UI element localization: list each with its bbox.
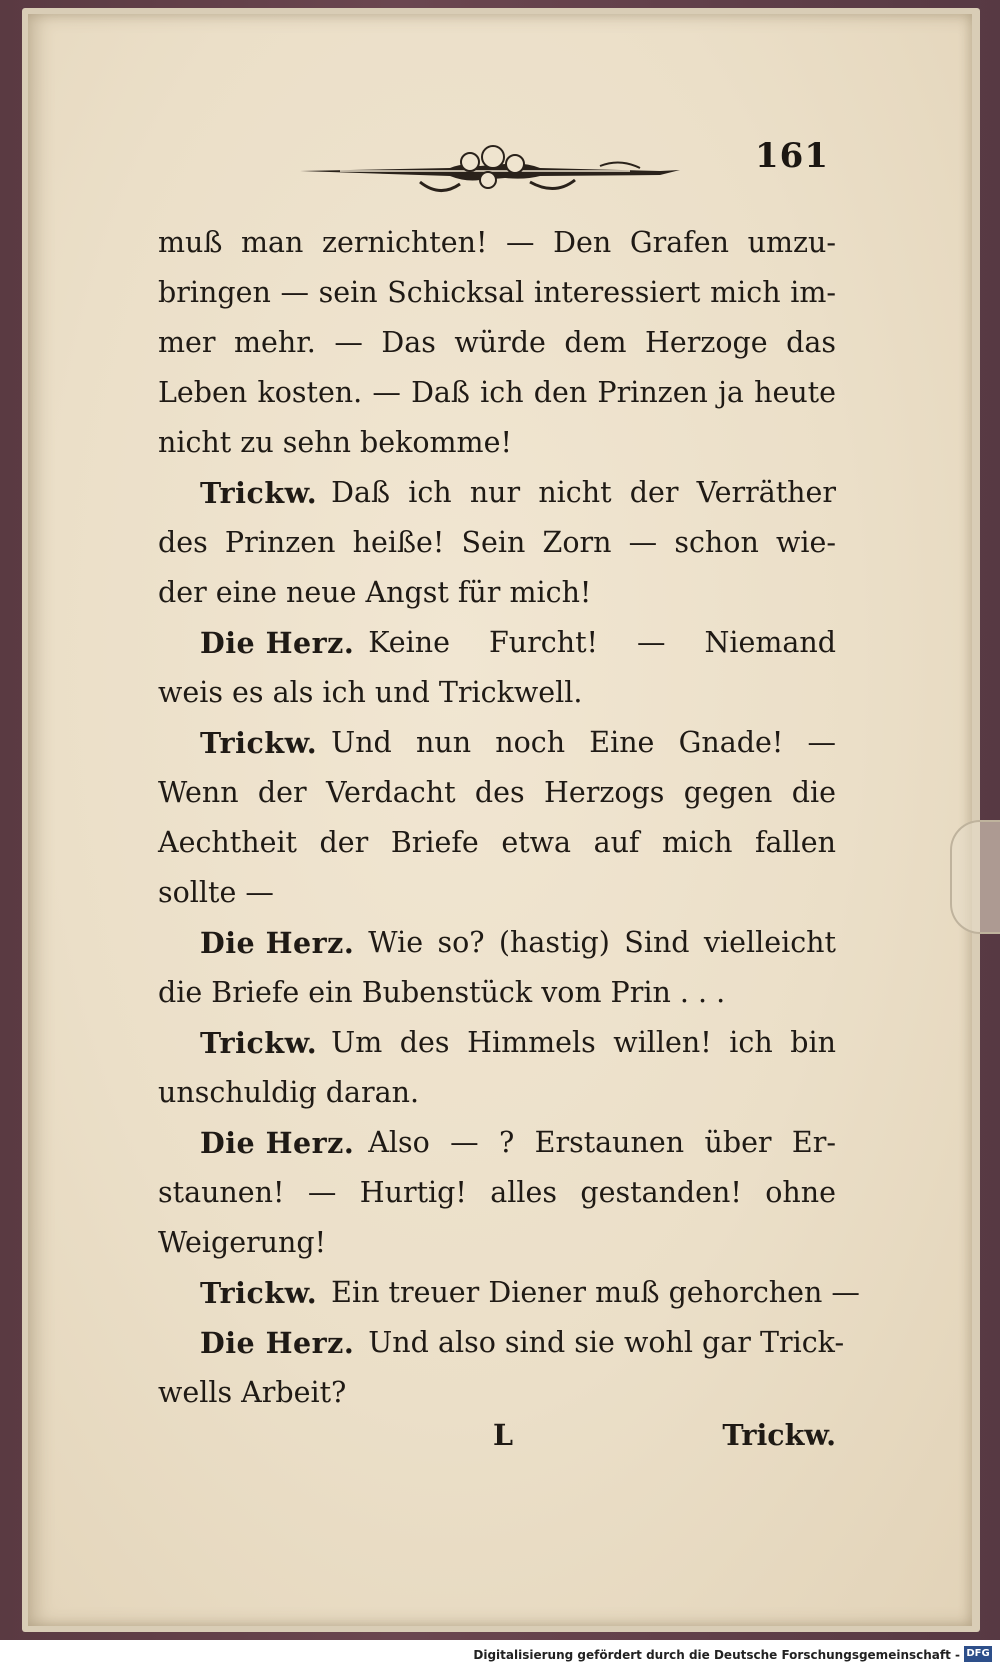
line-text: Und nun noch Eine Gnade! —	[331, 726, 836, 759]
speaker-name: Trickw.	[200, 1026, 318, 1060]
text-line	[158, 568, 836, 618]
text-line	[158, 718, 836, 768]
text-line	[158, 318, 836, 368]
page-footer-line	[158, 1418, 836, 1468]
speaker-name: Die Herz.	[200, 926, 355, 960]
page-clip-tab	[950, 820, 1000, 934]
page-number: 161	[755, 136, 829, 176]
text-line	[158, 1318, 845, 1368]
catchword: Trickw.	[722, 1418, 836, 1452]
text-line	[158, 418, 836, 468]
text-line	[158, 968, 836, 1018]
text-line	[158, 768, 836, 818]
line-text: Aechtheit der Briefe etwa auf mich fallen	[158, 826, 836, 859]
line-text: staunen! — Hurtig! alles gestanden! ohne	[158, 1176, 836, 1209]
text-line	[158, 268, 836, 318]
text-line	[158, 618, 836, 668]
text-line	[158, 868, 836, 918]
line-text: Weigerung!	[158, 1226, 327, 1259]
line-text: nicht zu sehn bekomme!	[158, 426, 512, 459]
text-line	[158, 1118, 836, 1168]
line-text: Leben kosten. — Daß ich den Prinzen ja heute	[158, 376, 836, 409]
text-line	[158, 1368, 836, 1418]
text-line	[158, 1268, 860, 1318]
text-line	[158, 1018, 836, 1068]
speaker-name: Die Herz.	[200, 1326, 355, 1360]
line-text: Um des Himmels willen! ich bin	[331, 1026, 836, 1059]
line-text: bringen — sein Schicksal interessiert mich im-	[158, 276, 836, 309]
text-line	[158, 518, 836, 568]
line-text: Keine Furcht! — Niemand	[368, 626, 836, 659]
line-text: sollte —	[158, 876, 274, 909]
line-text: Also — ? Erstaunen über Er-	[368, 1126, 836, 1159]
text-line	[158, 468, 836, 518]
line-text: Daß ich nur nicht der Verräther	[331, 476, 836, 509]
text-line	[158, 1068, 836, 1118]
line-text: mer mehr. — Das würde dem Herzoge das	[158, 326, 836, 359]
body-text	[158, 218, 860, 1418]
speaker-name: Die Herz.	[200, 1126, 355, 1160]
text-line	[158, 1218, 836, 1268]
line-text: Wie so? (hastig) Sind vielleicht	[368, 926, 836, 959]
line-text: muß man zernichten! — Den Grafen umzu-	[158, 226, 836, 259]
line-text: Wenn der Verdacht des Herzogs gegen die	[158, 776, 836, 809]
text-line	[158, 218, 836, 268]
speaker-name: Die Herz.	[200, 626, 355, 660]
speaker-name: Trickw.	[200, 476, 318, 510]
text-line	[158, 368, 836, 418]
text-line	[158, 668, 836, 718]
line-text: die Briefe ein Bubenstück vom Prin . . .	[158, 976, 726, 1009]
speaker-name: Trickw.	[200, 1276, 318, 1310]
dfg-logo-icon: DFG	[964, 1646, 992, 1662]
digitization-credit: Digitalisierung gefördert durch die Deutsche Forschungsgemeinschaft -	[473, 1648, 960, 1662]
line-text: Ein treuer Diener muß gehorchen —	[331, 1276, 860, 1309]
line-text: unschuldig daran.	[158, 1076, 420, 1109]
line-text: wells Arbeit?	[158, 1376, 347, 1409]
line-text: des Prinzen heiße! Sein Zorn — schon wie-	[158, 526, 836, 559]
text-line	[158, 1168, 836, 1218]
line-text: Und also sind sie wohl gar Trick-	[368, 1326, 845, 1359]
speaker-name: Trickw.	[200, 726, 318, 760]
text-line	[158, 918, 836, 968]
floral-ornament-icon	[300, 140, 680, 202]
text-line	[158, 818, 836, 868]
line-text: der eine neue Angst für mich!	[158, 576, 592, 609]
signature-mark: L	[493, 1418, 514, 1452]
line-text: weis es als ich und Trickwell.	[158, 676, 583, 709]
